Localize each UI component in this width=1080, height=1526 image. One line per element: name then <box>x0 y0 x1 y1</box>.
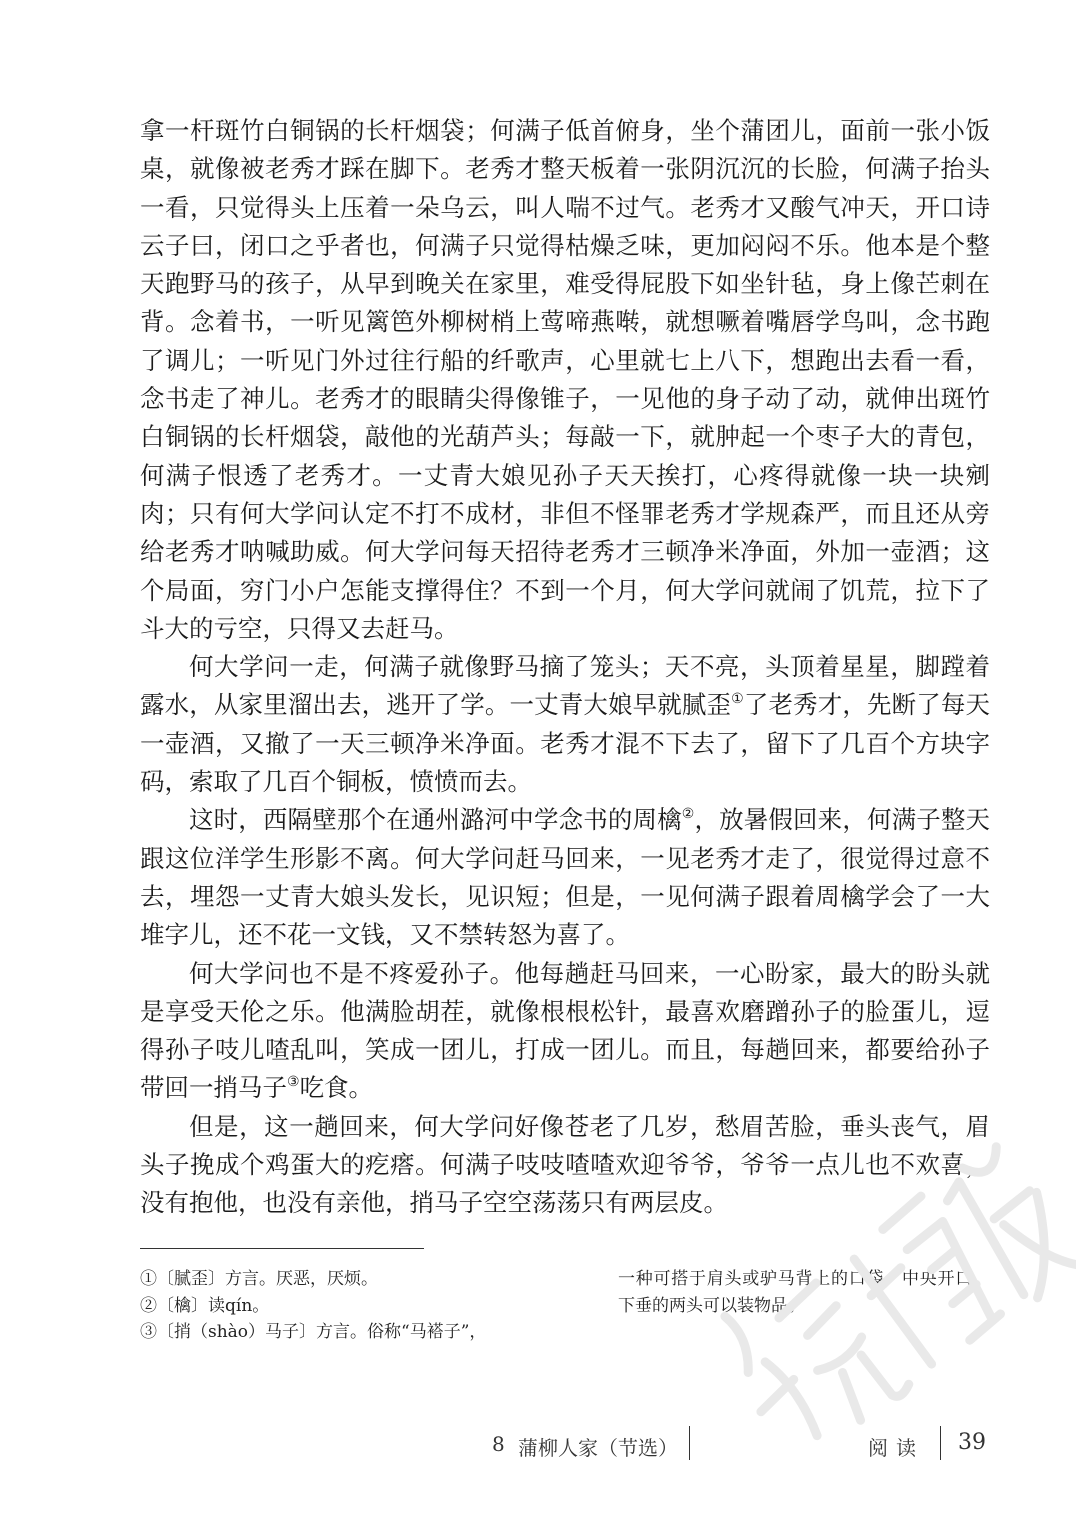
footnote-marker[interactable]: ② <box>681 806 695 823</box>
body-paragraph <box>140 648 990 801</box>
paragraph-text: 吃食。 <box>299 1073 374 1103</box>
footnote-1: ①〔腻歪〕方言。厌恶，厌烦。 <box>140 1269 378 1289</box>
footnote-3-continued: 一种可搭于肩头或驴马背上的口袋，中央开口，下垂的两头可以装物品。 <box>618 1269 990 1316</box>
footer-separator <box>940 1426 941 1460</box>
paragraph-text: 但是，这一趟回来，何大学问好像苍老了几岁，愁眉苦脸，垂头丧气，眉头子挽成个鸡蛋大的疙瘩。何满子吱吱喳喳欢迎爷爷，爷爷一点儿也不欢喜，没有抱他，也没有亲他，捎马子空空荡荡只有两层皮。 <box>140 1111 990 1218</box>
paragraph-text: 拿一杆斑竹白铜锅的长杆烟袋；何满子低首俯身，坐个蒲团儿，面前一张小饭桌，就像被老秀才踩在脚下。老秀才整天板着一张阴沉沉的长脸，何满子抬头一看，只觉得头上压着一朵乌云，叫人喘不过气。老秀才又酸气冲天，开口诗云子曰，闭口之乎者也，何满子只觉得枯燥乏味，更加闷闷不乐。他本是个整天跑野马的孩子，从早到晚关在家里，难受得屁股下如坐针毡，身上像芒刺在背。念着书，一听见篱笆外柳树梢上莺啼燕啭，就想噘着嘴唇学鸟叫，念书跑了调儿；一听见门外过往行船的纤歌声，心里就七上八下，想跑出去看一看，念书走了神儿。老秀才的眼睛尖得像锥子，一见他的身子动了动，就伸出斑竹白铜锅的长杆烟袋，敲他的光葫芦头；每敲一下，就肿起一个枣子大的青包，何满子恨透了老秀才。一丈青大娘见孙子天天挨打，心疼得就像一块一块剜肉；只有何大学问认定不打不成材，非但不怪罪老秀才学规森严，而且还从旁给老秀才呐喊助威。何大学问每天招待老秀才三顿净米净面，外加一壶酒；这个局面，穷门小户怎能支撑得住？不到一个月，何大学问就闹了饥荒，拉下了斗大的亏空，只得又去赶马。 <box>140 116 990 643</box>
page-body <box>140 112 990 1223</box>
paragraph-text: 何大学问也不是不疼爱孙子。他每趟赶马回来，一心盼家，最大的盼头就是享受天伦之乐。他满脸胡茬，就像根根松针，最喜欢磨蹭孙子的脸蛋儿，逗得孙子吱儿喳乱叫，笑成一团儿，打成一团儿。而且，每趟回来，都要给孙子带回一捎马子 <box>140 958 990 1103</box>
body-paragraph <box>140 801 990 954</box>
body-paragraph <box>140 1108 990 1223</box>
footnote-3: ③〔捎（shào）马子〕方言。俗称“马褡子”， <box>140 1322 487 1342</box>
paragraph-text: 这时，西隔壁那个在通州潞河中学念书的周檎 <box>189 805 682 835</box>
footnote-marker[interactable]: ③ <box>287 1074 300 1091</box>
page-footer <box>0 1424 1080 1464</box>
page-number: 39 <box>958 1430 986 1455</box>
chapter-number: 8 <box>492 1432 505 1456</box>
section-label: 阅读 <box>868 1436 924 1460</box>
footnote-divider <box>140 1248 424 1249</box>
chapter-title: 蒲柳人家（节选） <box>518 1436 678 1460</box>
body-paragraph <box>140 112 990 648</box>
footer-separator <box>689 1426 690 1460</box>
paragraph-text: 了老秀才，先断了每天一壶酒，又撤了一天三顿净米净面。老秀才混不下去了，留下了几百个方块字码，索取了几百个铜板，愤愤而去。 <box>140 690 991 797</box>
footnotes-left-column <box>140 1266 580 1346</box>
body-paragraph <box>140 955 990 1108</box>
paragraph-text: ，放暑假回来，何满子整天跟这位洋学生形影不离。何大学问赶马回来，一见老秀才走了，很觉得过意不去，埋怨一丈青大娘头发长，见识短；但是，一见何满子跟着周檎学会了一大堆字儿，还不花一文钱，又不禁转怒为喜了。 <box>140 805 991 950</box>
paragraph-text: 何大学问一走，何满子就像野马摘了笼头；天不亮，头顶着星星，脚蹚着露水，从家里溜出去，逃开了学。一丈青大娘早就腻歪 <box>140 652 990 720</box>
footnote-2: ②〔檎〕读qín。 <box>140 1295 270 1316</box>
footnotes-right-column <box>618 1266 990 1319</box>
footnote-marker[interactable]: ① <box>731 691 744 708</box>
